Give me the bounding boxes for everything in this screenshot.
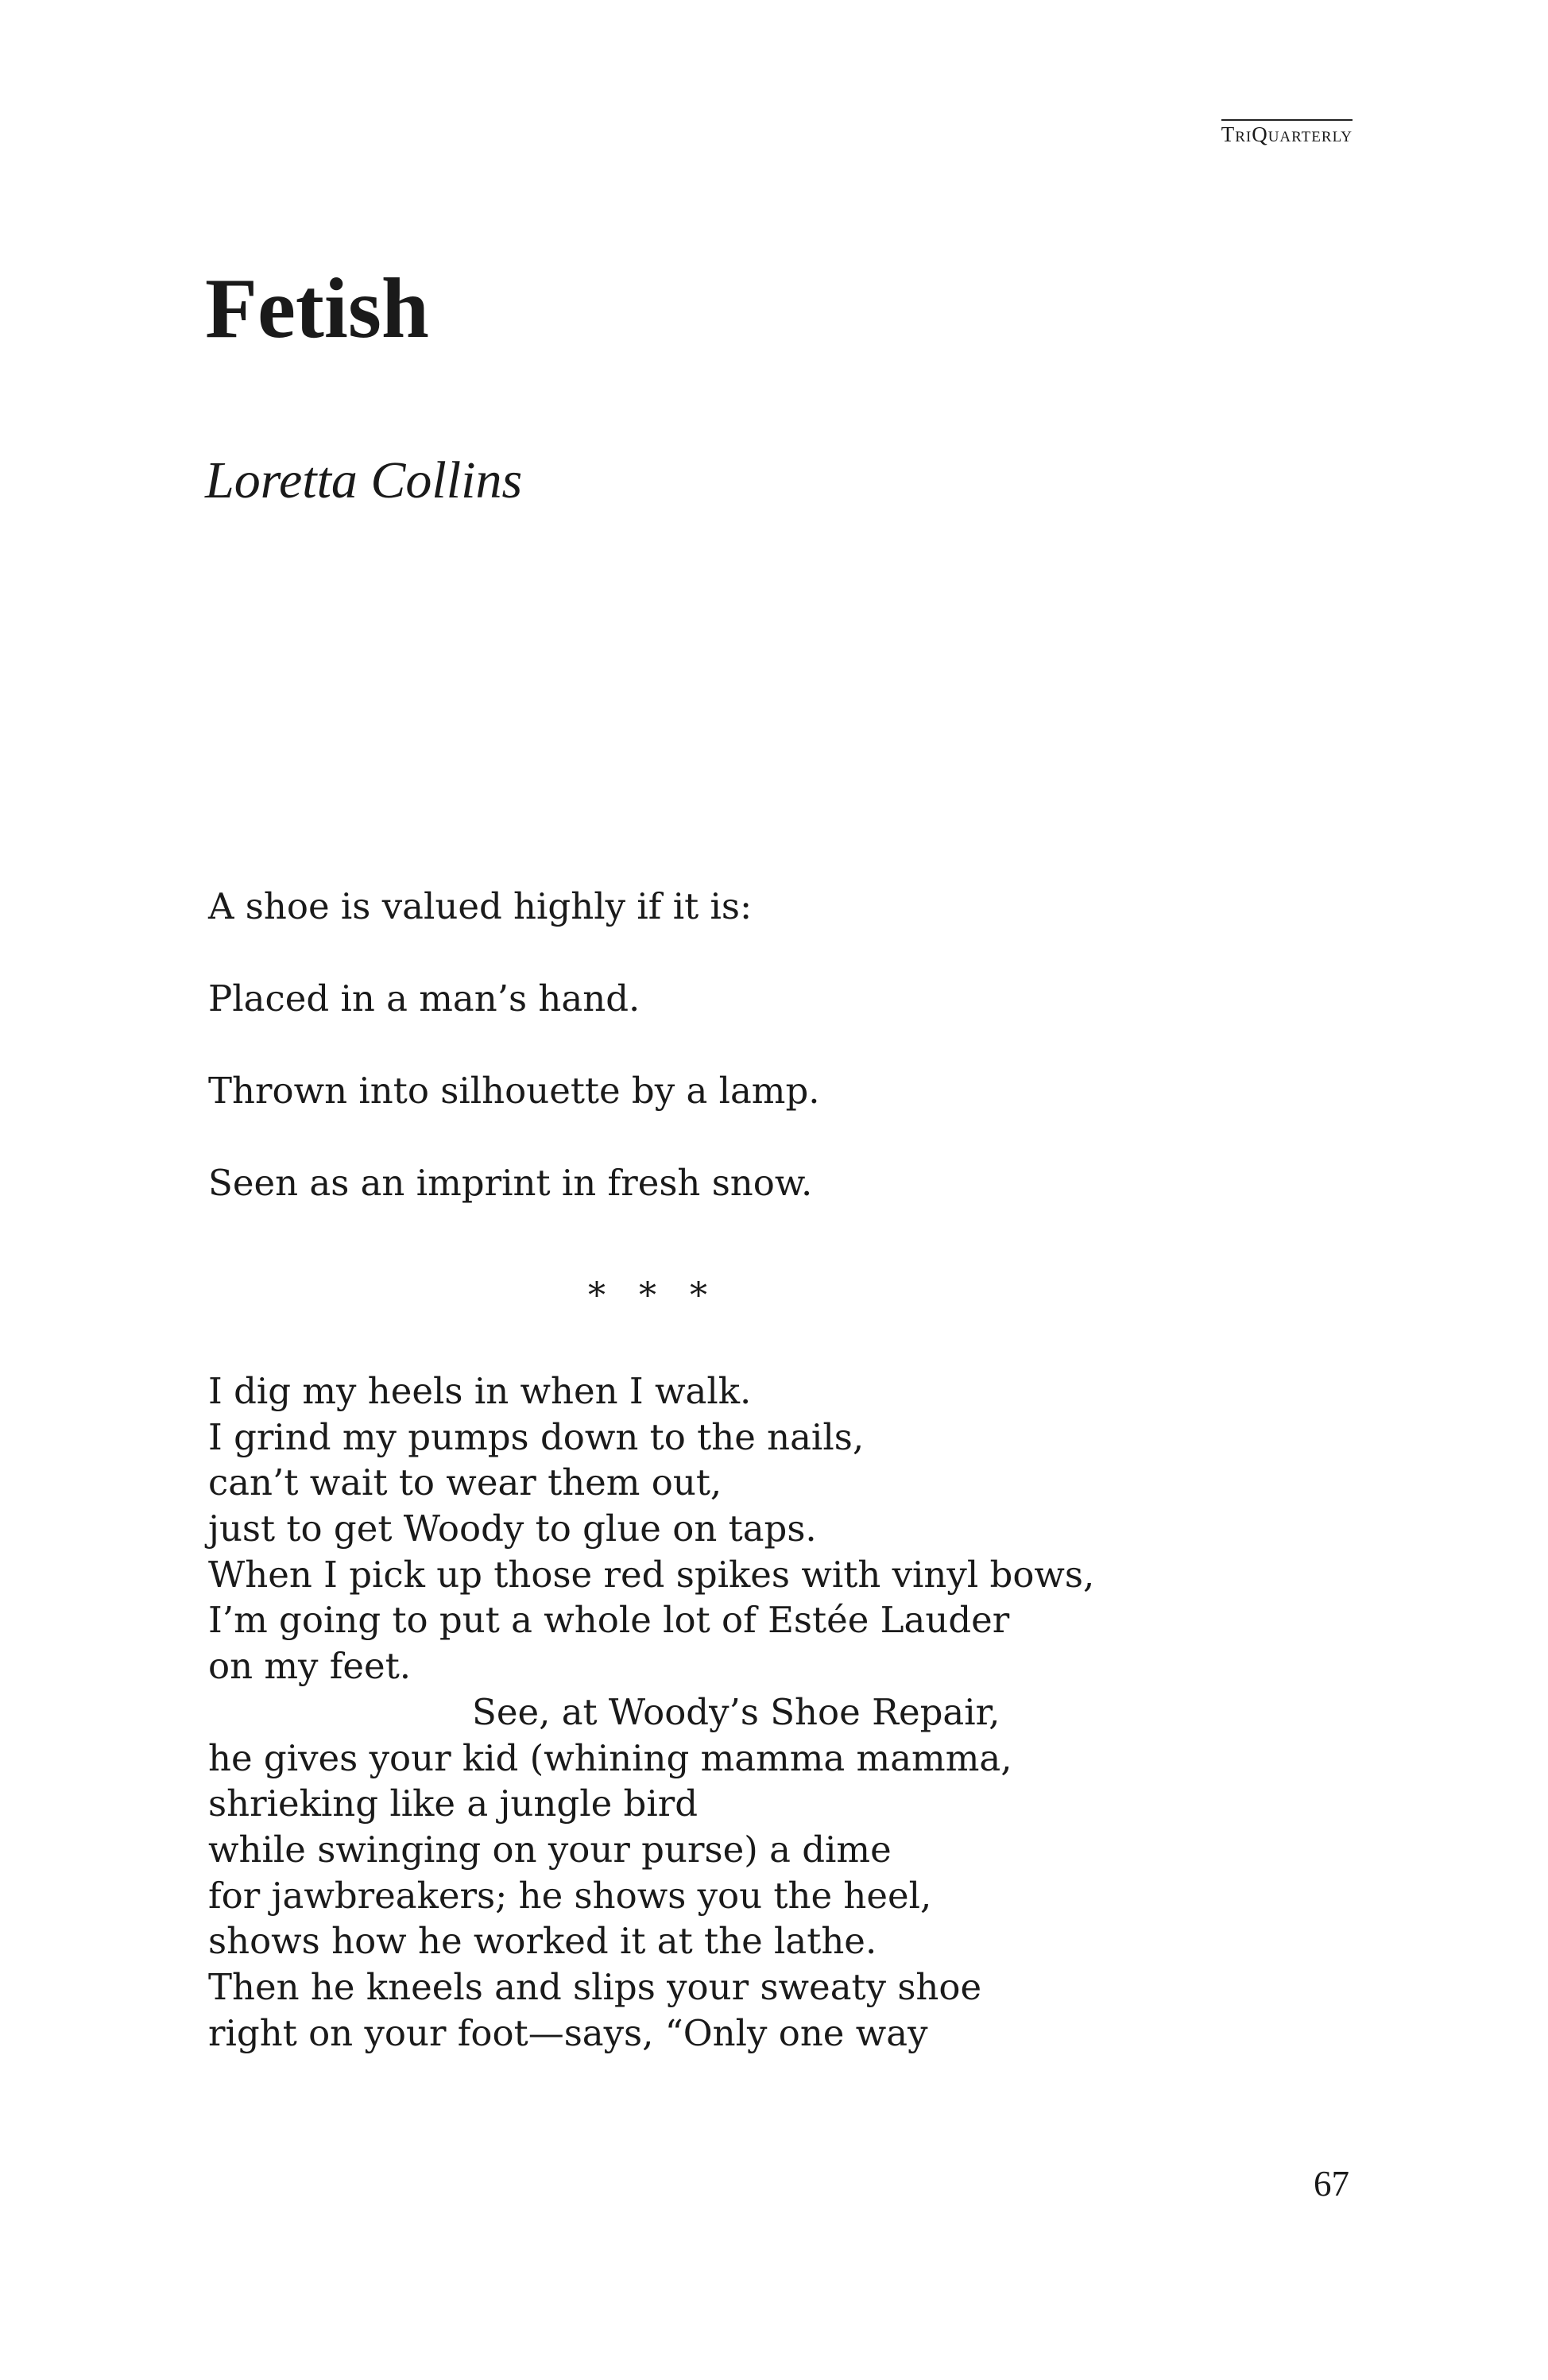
poem-title: Fetish bbox=[205, 261, 429, 356]
poem-line: I grind my pumps down to the nails, bbox=[208, 1415, 865, 1458]
running-head: TriQuarterly bbox=[1221, 119, 1353, 145]
poem-line: on my feet. bbox=[208, 1645, 412, 1688]
poem-line: Thrown into silhouette by a lamp. bbox=[208, 1070, 820, 1112]
poem-line: I dig my heels in when I walk. bbox=[208, 1370, 752, 1412]
poem-author: Loretta Collins bbox=[205, 451, 523, 509]
poem-line-indented: See, at Woody’s Shoe Repair, bbox=[472, 1690, 1000, 1733]
poem-line: right on your foot—says, “Only one way bbox=[208, 2011, 928, 2054]
opening-stanza bbox=[208, 885, 820, 1257]
poem-line: while swinging on your purse) a dime bbox=[208, 1828, 892, 1871]
poem-line: Placed in a man’s hand. bbox=[208, 977, 640, 1020]
poem-line: Seen as an imprint in fresh snow. bbox=[208, 1162, 813, 1204]
section-separator: * * * bbox=[588, 1275, 718, 1316]
poem-line: he gives your kid (whining mamma mamma, bbox=[208, 1736, 1012, 1779]
poem-line: I’m going to put a whole lot of Estée Lauder bbox=[208, 1599, 1010, 1642]
poem-line: Then he kneels and slips your sweaty shoe bbox=[208, 1965, 982, 2008]
poem-line: for jawbreakers; he shows you the heel, bbox=[208, 1874, 932, 1917]
poem-line: just to get Woody to glue on taps. bbox=[208, 1507, 817, 1550]
poem-line: shows how he worked it at the lathe. bbox=[208, 1920, 877, 1963]
page-number: 67 bbox=[1314, 2164, 1349, 2204]
poem-line: When I pick up those red spikes with vinyl bows, bbox=[208, 1553, 1095, 1596]
poem-line: can’t wait to wear them out, bbox=[208, 1461, 722, 1504]
verse-stanza bbox=[208, 1368, 1094, 2056]
poem-line: shrieking like a jungle bird bbox=[208, 1782, 699, 1825]
poem-line: A shoe is valued highly if it is: bbox=[208, 885, 753, 927]
